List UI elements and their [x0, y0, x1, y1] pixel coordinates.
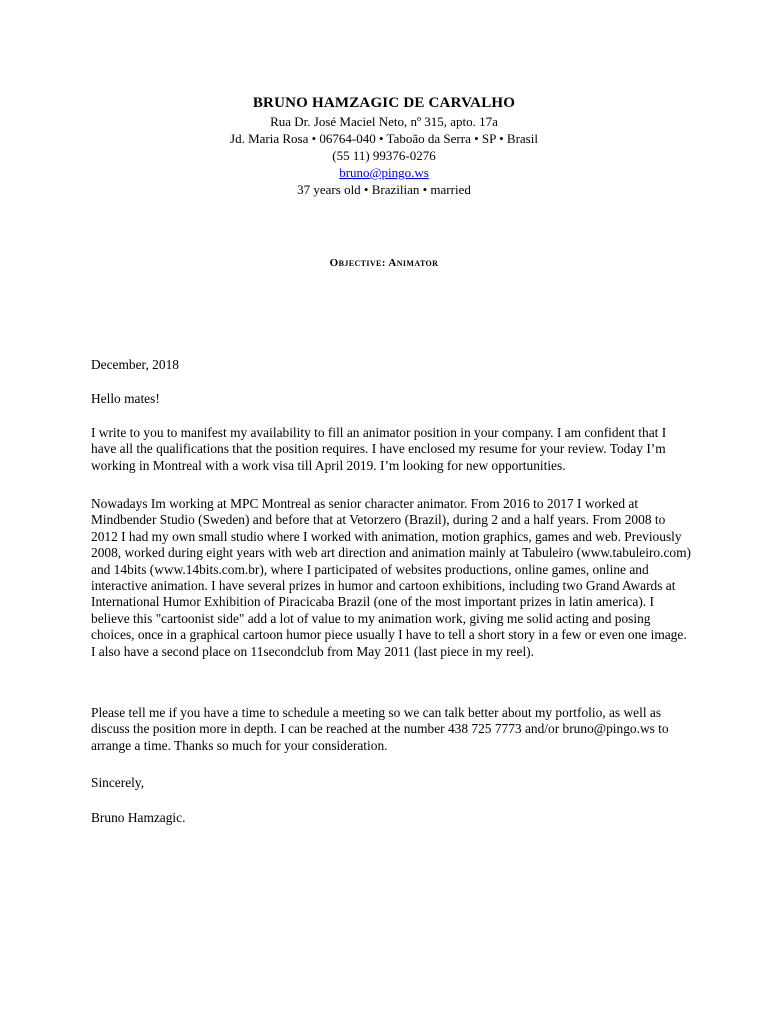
phone-number: (55 11) 99376-0276	[332, 148, 436, 163]
letter-greeting: Hello mates!	[91, 391, 160, 406]
objective-heading: Objective: Animator	[329, 257, 439, 269]
letter-paragraph-1: I write to you to manifest my availability to fill an animator position in your company. I am confident that I have all the qualifications that the position requires. I have enclosed my resume for your review. Today I’m working in Montreal with a work visa till April 2019. I’m looking for new opportunities.	[91, 425, 667, 473]
letter-paragraph-2: Nowadays Im working at MPC Montreal as senior character animator. From 2016 to 2017 I worked at Mindbender Studio (Sweden) and before that at Vetorzero (Brazil), during 2 and a half years. From 2008 to 2012 I had my own small studio where I worked with animation, motion graphics, games and web. Previously 2008, worked during eight years with web art direction and animation mainly at Tabuleiro (www.tabuleiro.com) and 14bits (www.14bits.com.br), where I participated of websites productions, online games, online and interactive animation. I have several prizes in humor and cartoon exhibitions, including two Grand Awards at International Humor Exhibition of Piracicaba Brazil (one of the most important prizes in latin america). I believe this "cartoonist side" add a lot of value to my animation work, giving me solid acting and posing choices, once in a graphical cartoon humor piece usually I have to tell a short story in a few or even one image. I also have a second place on 11secondclub from May 2011 (last piece in my reel).	[91, 496, 691, 659]
personal-info: 37 years old • Brazilian • married	[297, 182, 471, 197]
letter-date: December, 2018	[91, 357, 179, 372]
letter-paragraph-3: Please tell me if you have a time to schedule a meeting so we can talk better about my portfolio, as well as discuss the position more in depth. I can be reached at the number 438 725 7773 and/or bruno@pingo.ws to arrange a time. Thanks so much for your consideration.	[91, 705, 669, 753]
applicant-name: BRUNO HAMZAGIC DE CARVALHO	[252, 95, 516, 111]
letter-signature: Bruno Hamzagic.	[91, 810, 186, 825]
email-line	[0, 164, 768, 181]
address-line-1: Rua Dr. José Maciel Neto, nº 315, apto. 17a	[270, 114, 498, 129]
address-line-2: Jd. Maria Rosa • 06764-040 • Taboão da Serra • SP • Brasil	[230, 131, 538, 146]
resume-header	[0, 94, 768, 198]
letter-closing: Sincerely,	[91, 775, 145, 790]
email-link[interactable]: bruno@pingo.ws	[339, 165, 429, 180]
